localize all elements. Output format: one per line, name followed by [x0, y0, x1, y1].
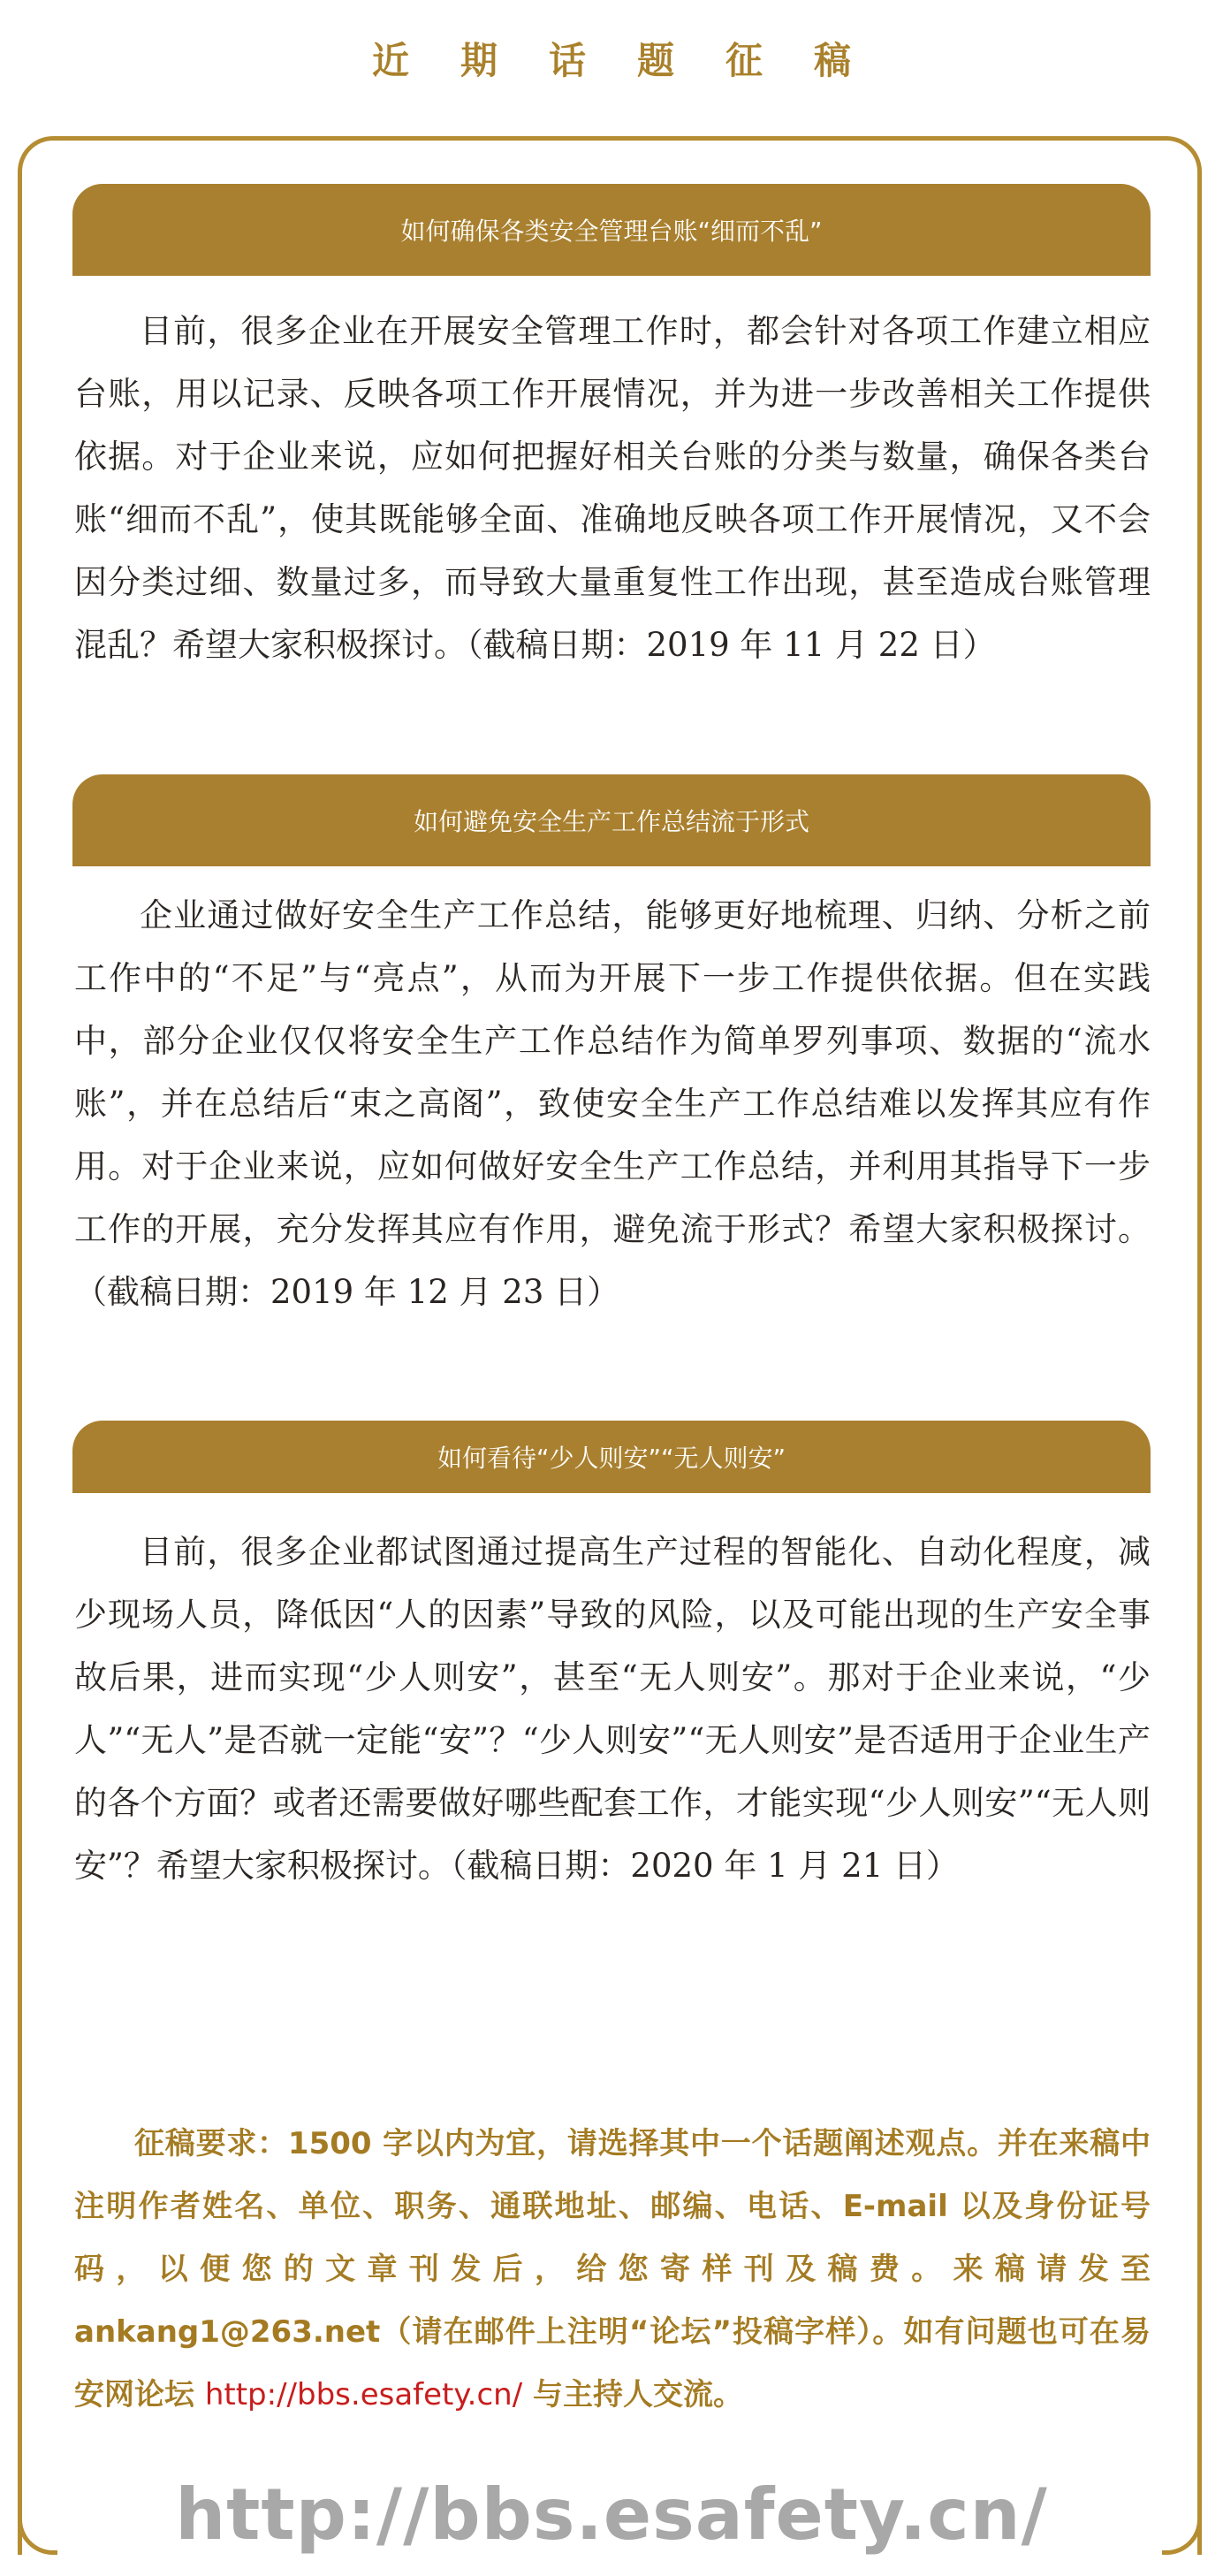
requirements-text-end: 与主持人交流。: [522, 2377, 743, 2412]
topic-1-body: 目前，很多企业在开展安全管理工作时，都会针对各项工作建立相应台账，用以记录、反映各项工作开展情况，并为进一步改善相关工作提供依据。对于企业来说，应如何把握好相关台账的分类与数量，确保各类台账“细而不乱”，使其既能够全面、准确地反映各项工作开展情况，又不会因分类过细、数量过多，而导致大量重复性工作出现，甚至造成台账管理混乱？希望大家积极探讨。（截稿日期：2019 年 11 月 22 日）: [74, 312, 1151, 664]
footer-url[interactable]: http://bbs.esafety.cn/: [175, 2473, 1048, 2556]
requirements-text: 征稿要求：1500 字以内为宜，请选择其中一个话题阐述观点。并在来稿中注明作者姓名、单位、职务、通联地址、邮编、电话、E-mail 以及身份证号码，以便您的文章刊发后，给您寄样刊及稿费。来稿请发至 ankang1@263.net（请在邮件上注明“论坛”投稿字样）。如有问题也可在易安网论坛: [74, 2126, 1151, 2412]
forum-link[interactable]: http://bbs.esafety.cn/: [204, 2377, 523, 2412]
topic-3-title: 如何看待“少人则安”“无人则安”: [437, 1444, 786, 1473]
topic-2-title: 如何避免安全生产工作总结流于形式: [413, 807, 809, 836]
page-title: 近期话题征稿: [371, 39, 902, 82]
topic-2-body: 企业通过做好安全生产工作总结，能够更好地梳理、归纳、分析之前工作中的“不足”与“亮点”，从而为开展下一步工作提供依据。但在实践中，部分企业仅仅将安全生产工作总结作为简单罗列事项、数据的“流水账”，并在总结后“束之高阁”，致使安全生产工作总结难以发挥其应有作用。对于企业来说，应如何做好安全生产工作总结，并利用其指导下一步工作的开展，充分发挥其应有作用，避免流于形式？希望大家积极探讨。（截稿日期：2019 年 12 月 23 日）: [74, 896, 1151, 1311]
topic-3-header: [72, 1421, 1151, 1493]
topic-2-header: [72, 774, 1151, 866]
topic-1-header: [72, 184, 1151, 276]
topic-3-body: 目前，很多企业都试图通过提高生产过程的智能化、自动化程度，减少现场人员，降低因“人的因素”导致的风险，以及可能出现的生产安全事故后果，进而实现“少人则安”，甚至“无人则安”。那对于企业来说，“少人”“无人”是否就一定能“安”？“少人则安”“无人则安”是否适用于企业生产的各个方面？或者还需要做好哪些配套工作，才能实现“少人则安”“无人则安”？希望大家积极探讨。（截稿日期：2020 年 1 月 21 日）: [74, 1533, 1151, 1885]
submission-requirements: [74, 2113, 1151, 2427]
topic-1-title: 如何确保各类安全管理台账“细而不乱”: [400, 217, 823, 246]
